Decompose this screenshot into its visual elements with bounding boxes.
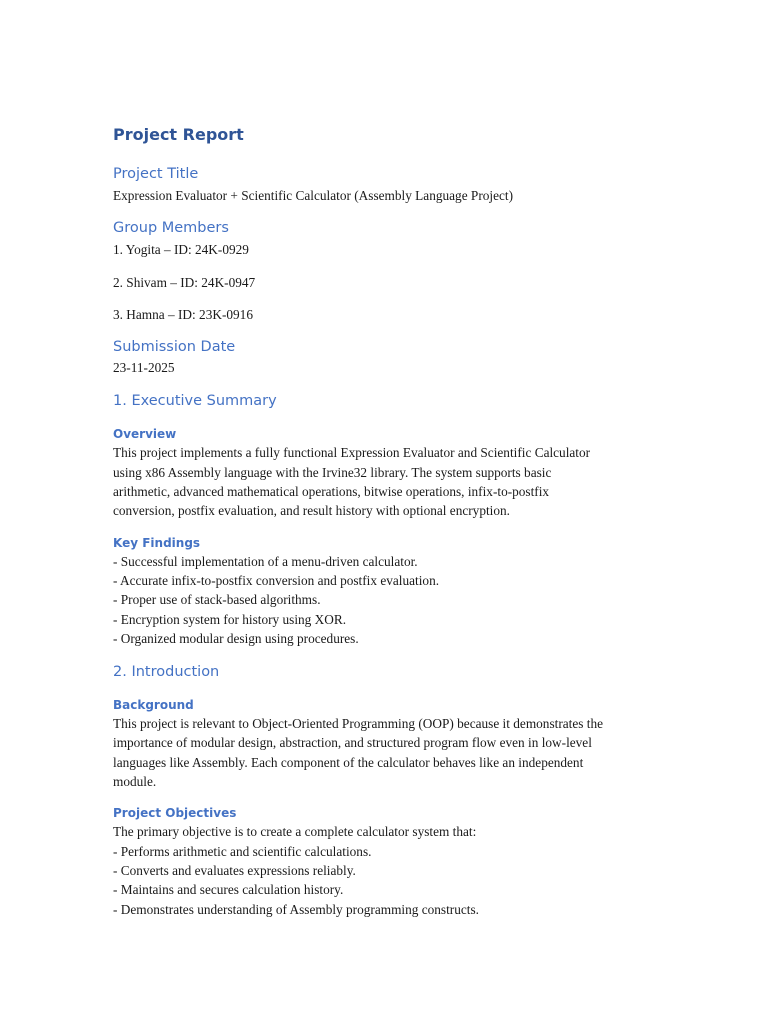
introduction-heading: 2. Introduction xyxy=(113,664,220,681)
document-content xyxy=(113,124,673,919)
background-line: languages like Assembly. Each component of the calculator behaves like an independent xyxy=(113,754,584,770)
overview-line: arithmetic, advanced mathematical operations, bitwise operations, infix-to-postfix xyxy=(113,484,550,500)
overview-line: conversion, postfix evaluation, and result history with optional encryption. xyxy=(113,503,510,519)
objective-item: - Performs arithmetic and scientific calculations. xyxy=(113,843,372,859)
overview-heading: Overview xyxy=(113,427,177,442)
key-finding-item: - Proper use of stack-based algorithms. xyxy=(113,592,321,608)
key-finding-item: - Organized modular design using procedures. xyxy=(113,630,359,646)
project-title-heading: Project Title xyxy=(113,166,199,182)
key-finding-item: - Successful implementation of a menu-driven calculator. xyxy=(113,553,418,569)
background-line: module. xyxy=(113,774,157,790)
report-title: Project Report xyxy=(113,125,244,144)
background-heading: Background xyxy=(113,698,194,713)
key-findings-list xyxy=(113,552,673,648)
overview-line: using x86 Assembly language with the Irvine32 library. The system supports basic xyxy=(113,464,552,480)
objective-item: - Maintains and secures calculation history. xyxy=(113,882,344,898)
background-line: This project is relevant to Object-Oriented Programming (OOP) because it demonstrates the xyxy=(113,716,603,732)
objectives-list xyxy=(113,822,673,918)
objectives-heading: Project Objectives xyxy=(113,806,237,821)
objective-item: The primary objective is to create a complete calculator system that: xyxy=(113,824,477,840)
submission-date-heading: Submission Date xyxy=(113,339,236,356)
overview-line: This project implements a fully functional Expression Evaluator and Scientific Calculator xyxy=(113,445,591,461)
group-members-heading: Group Members xyxy=(113,220,229,237)
key-finding-item: - Encryption system for history using XOR. xyxy=(113,611,347,627)
objective-item: - Demonstrates understanding of Assembly programming constructs. xyxy=(113,901,479,917)
group-member-1: 1. Yogita – ID: 24K-0929 xyxy=(113,242,249,258)
project-title-text: Expression Evaluator + Scientific Calculator (Assembly Language Project) xyxy=(113,188,514,203)
group-member-2: 2. Shivam – ID: 24K-0947 xyxy=(113,274,256,290)
key-findings-heading: Key Findings xyxy=(113,535,201,550)
objective-item: - Converts and evaluates expressions reliably. xyxy=(113,862,356,878)
group-member-3: 3. Hamna – ID: 23K-0916 xyxy=(113,306,253,322)
submission-date-text: 23-11-2025 xyxy=(113,360,175,376)
background-line: importance of modular design, abstraction, and structured program flow even in low-level xyxy=(113,735,592,751)
background-paragraph xyxy=(113,714,673,791)
overview-paragraph xyxy=(113,443,673,520)
executive-summary-heading: 1. Executive Summary xyxy=(113,393,277,410)
key-finding-item: - Accurate infix-to-postfix conversion and postfix evaluation. xyxy=(113,572,440,588)
